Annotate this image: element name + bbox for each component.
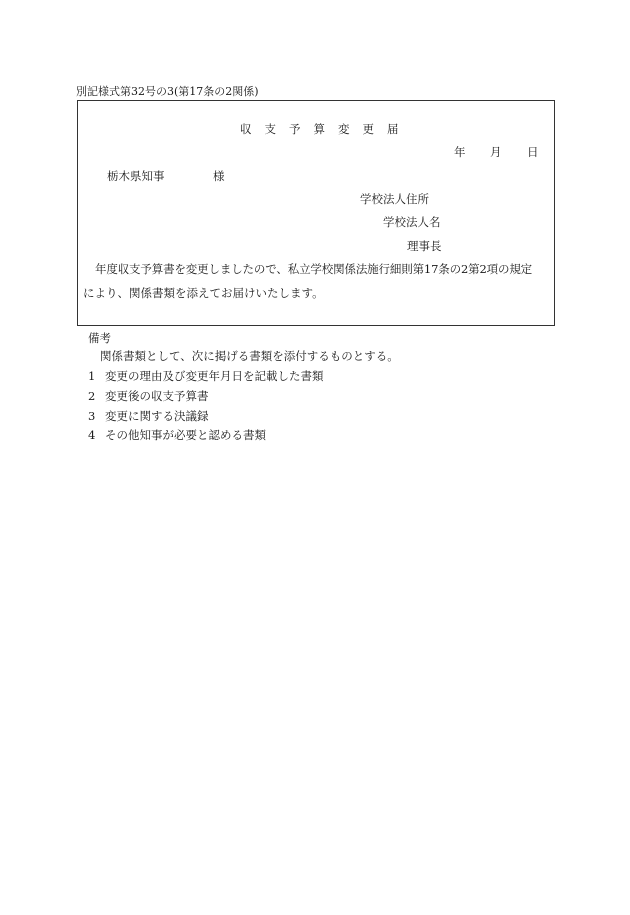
remarks-heading: 備考 xyxy=(88,331,111,345)
remarks-item-number: 4 xyxy=(88,428,96,442)
remarks-item-number: 1 xyxy=(88,369,96,383)
remarks-item-text: 変更後の収支予算書 xyxy=(105,389,209,403)
date-day-label: 日 xyxy=(527,145,539,159)
date-month-label: 月 xyxy=(490,145,502,159)
addressee: 栃木県知事 xyxy=(107,169,165,183)
remarks-item xyxy=(88,411,209,423)
remarks-item xyxy=(88,371,324,383)
remarks-item-number: 3 xyxy=(88,409,96,423)
remarks-item xyxy=(88,391,209,403)
body-text-line-2: により、関係書類を添えてお届けいたします。 xyxy=(83,286,324,300)
remarks-item-number: 2 xyxy=(88,389,96,403)
date-year-label: 年 xyxy=(454,145,466,159)
remarks-item-text: 変更の理由及び変更年月日を記載した書類 xyxy=(105,369,324,383)
applicant-name-label: 学校法人名 xyxy=(383,215,441,229)
remarks-item xyxy=(88,430,266,442)
form-title: 収支予算変更届 xyxy=(240,122,412,136)
applicant-address-label: 学校法人住所 xyxy=(360,192,429,206)
form-reference: 別記様式第32号の3(第17条の2関係) xyxy=(76,85,259,98)
applicant-chair-label: 理事長 xyxy=(407,239,442,253)
remarks-intro: 関係書類として、次に掲げる書類を添付するものとする。 xyxy=(100,349,399,363)
addressee-honorific: 様 xyxy=(213,169,225,183)
remarks-item-text: その他知事が必要と認める書類 xyxy=(105,428,266,442)
remarks-item-text: 変更に関する決議録 xyxy=(105,409,209,423)
body-text-line-1: 年度収支予算書を変更しましたので、私立学校関係法施行細則第17条の2第2項の規定 xyxy=(95,262,533,276)
